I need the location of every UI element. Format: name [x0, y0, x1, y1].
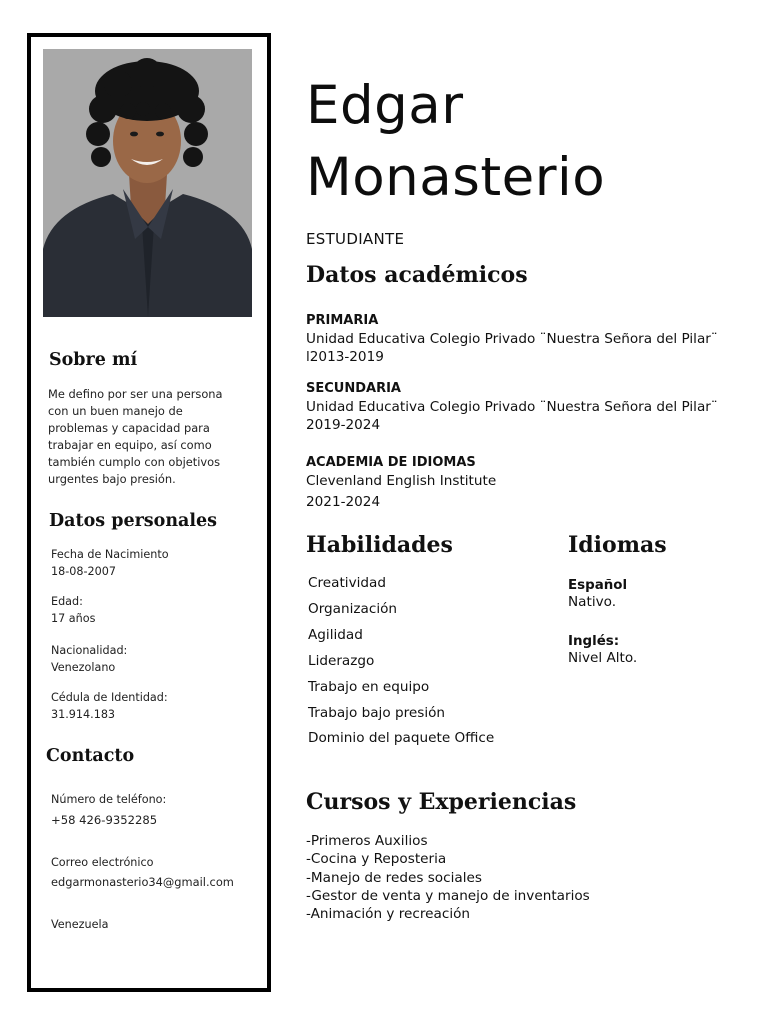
course-item: -Gestor de venta y manejo de inventarios — [306, 887, 590, 904]
education-institution: Unidad Educativa Colegio Privado ¨Nuestra Señora del Pilar¨ — [306, 331, 718, 347]
field-id — [51, 689, 251, 723]
education-entry — [306, 454, 496, 511]
skill-item: Organización — [308, 600, 398, 617]
education-years: l2013-2019 — [306, 349, 384, 365]
course-item: -Manejo de redes sociales — [306, 869, 482, 886]
skill-item: Liderazgo — [308, 652, 375, 669]
education-title: ACADEMIA DE IDIOMAS — [306, 455, 476, 470]
field-label: Cédula de Identidad: — [51, 691, 168, 704]
language-name: Inglés: — [568, 634, 620, 649]
field-value: 18-08-2007 — [51, 565, 117, 578]
skill-item: Trabajo bajo presión — [308, 704, 446, 721]
skill-item: Dominio del paquete Office — [308, 730, 495, 747]
languages-heading: Idiomas — [568, 532, 667, 558]
education-years: 2019-2024 — [306, 417, 381, 433]
education-institution: Clevenland English Institute — [306, 473, 497, 489]
field-nationality — [51, 642, 251, 676]
course-item: -Animación y recreación — [306, 906, 471, 923]
location-value: Venezuela — [51, 918, 109, 931]
full-name — [306, 70, 605, 214]
education-entry — [306, 380, 718, 434]
course-item: -Cocina y Reposteria — [306, 851, 447, 868]
field-age — [51, 593, 251, 627]
email-value[interactable]: edgarmonasterio34@gmail.com — [51, 875, 234, 889]
language-level: Nivel Alto. — [568, 650, 638, 666]
education-years: 2021-2024 — [306, 494, 381, 510]
last-name: Monasterio — [306, 147, 606, 208]
field-label: Nacionalidad: — [51, 644, 128, 657]
language-level: Nativo. — [568, 594, 617, 610]
field-value: 17 años — [51, 612, 96, 625]
about-heading: Sobre mí — [49, 350, 138, 370]
about-text: Me defino por ser una persona con un buen manejo de problemas y capacidad para trabajar en equipo, así como también cumplo con objetivos urgentes bajo presión. — [48, 387, 223, 486]
skills-list — [308, 571, 494, 752]
language-name: Español — [568, 578, 628, 593]
phone-label: Número de teléfono: — [51, 793, 167, 806]
course-item: -Primeros Auxilios — [306, 833, 428, 849]
skills-heading: Habilidades — [306, 532, 453, 558]
field-birthdate — [51, 546, 251, 580]
education-institution: Unidad Educativa Colegio Privado ¨Nuestra Señora del Pilar¨ — [306, 399, 718, 415]
field-label: Edad: — [51, 595, 83, 608]
profile-photo-image — [43, 49, 252, 317]
skill-item: Agilidad — [308, 626, 363, 643]
education-title: PRIMARIA — [306, 313, 379, 328]
education-entry — [306, 312, 718, 366]
contact-heading: Contacto — [46, 746, 135, 766]
courses-list — [306, 832, 590, 923]
email-label: Correo electrónico — [51, 856, 154, 869]
role-title: ESTUDIANTE — [306, 230, 405, 248]
field-value: 31.914.183 — [51, 708, 116, 721]
education-title: SECUNDARIA — [306, 381, 401, 396]
academics-heading: Datos académicos — [306, 262, 528, 288]
first-name: Edgar — [306, 75, 464, 136]
field-label: Fecha de Nacimiento — [51, 548, 169, 561]
profile-photo — [43, 49, 252, 317]
courses-heading: Cursos y Experiencias — [306, 789, 577, 815]
field-value: Venezolano — [51, 661, 116, 674]
language-item — [568, 577, 627, 611]
skill-item: Trabajo en equipo — [308, 678, 430, 695]
sidebar — [27, 33, 271, 992]
language-item — [568, 633, 637, 667]
phone-value[interactable]: +58 426-9352285 — [51, 813, 158, 827]
skill-item: Creatividad — [308, 575, 386, 591]
personal-heading: Datos personales — [49, 511, 218, 531]
